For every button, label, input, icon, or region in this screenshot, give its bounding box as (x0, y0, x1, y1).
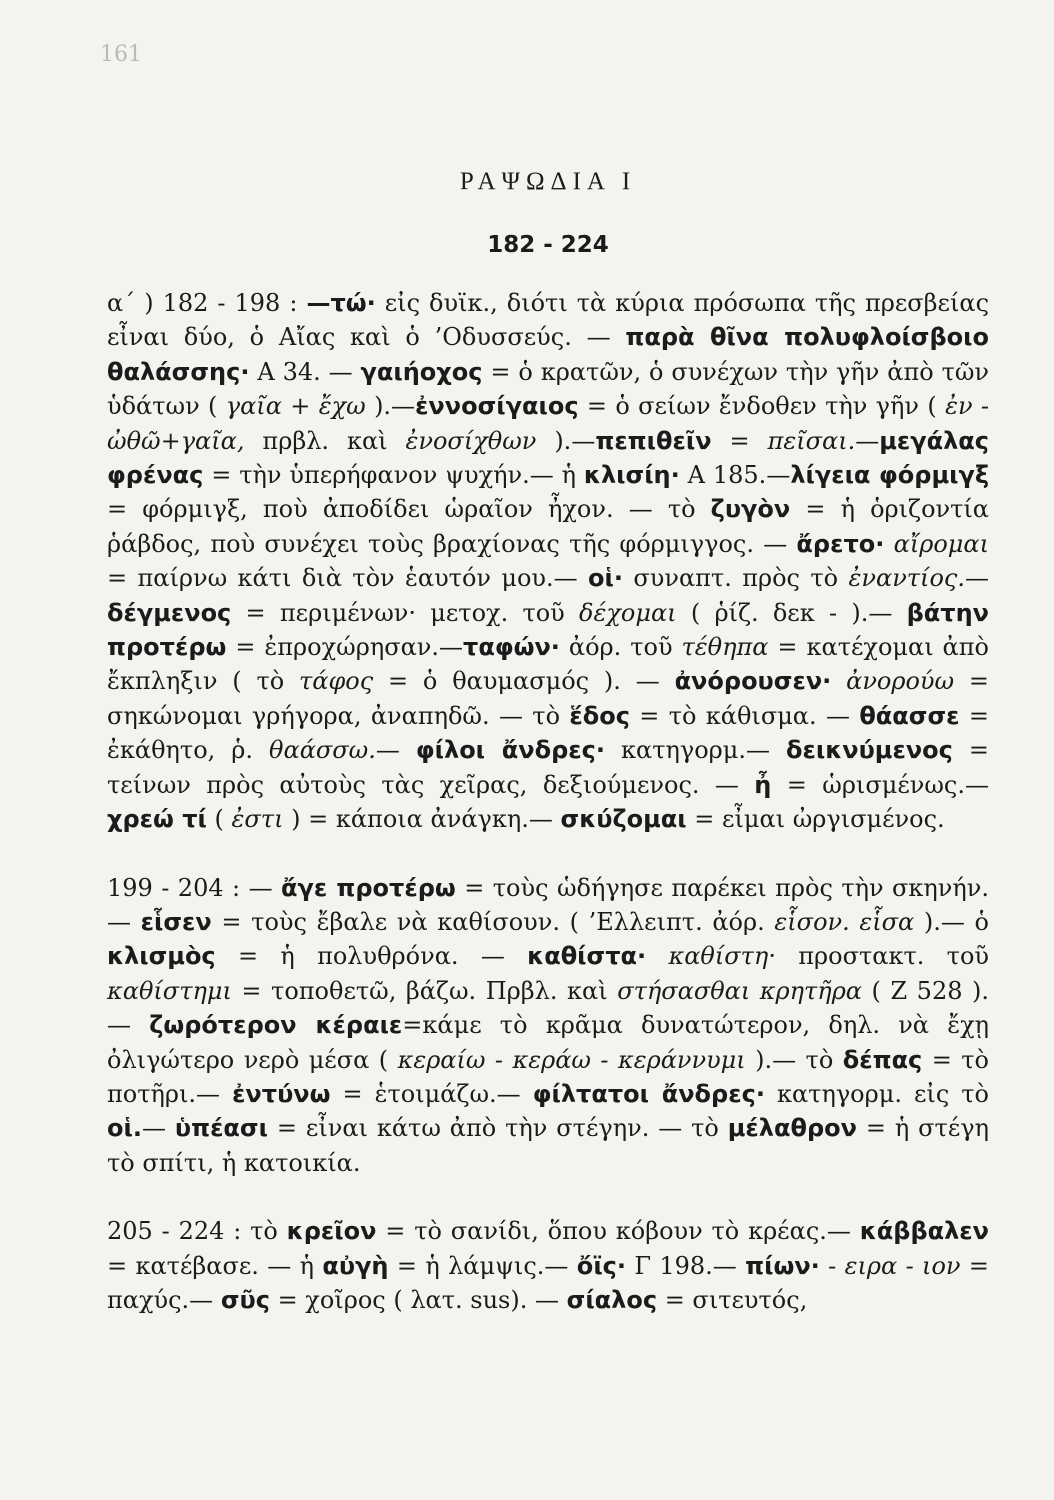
lemma-term: ἄρετο· (796, 529, 885, 558)
gloss-text: Α 34. — (249, 357, 361, 386)
italic-reference: ειρα - ιον (844, 1251, 961, 1280)
lemma-term: γαιήοχος (360, 357, 483, 386)
italic-reference: τέθηπα (681, 633, 769, 662)
gloss-text: — (965, 564, 989, 593)
lemma-term: αὐγὴ (322, 1251, 389, 1280)
gloss-text: ( (206, 805, 232, 834)
gloss-text: = τοὺς ἔβαλε νὰ καθίσουν. ( ’Ελλειπτ. ἀόρ. (211, 907, 775, 936)
gloss-text: = τὴν ὑπερήφανον ψυχήν.— ἡ (203, 461, 584, 490)
lemma-term: μέλαθρον (727, 1114, 857, 1143)
gloss-text: = εἶναι κάτω ἀπὸ τὴν στέγην. — τὸ (267, 1114, 728, 1143)
lemma-term: —τώ· (306, 289, 376, 317)
italic-reference: κεραίω - κεράω - κεράννυμι (397, 1045, 746, 1074)
gloss-text: =κάμε τὸ κρᾶμα δυνατώτερον, δηλ. νὰ ἔχῃ ὀλιγώτερο νερὸ μέσα ( (107, 1011, 989, 1074)
gloss-text: ( ῥίζ. δεκ - ).— (676, 598, 907, 627)
lemma-term: ἐννοσίγαιος (415, 392, 579, 421)
gloss-text: — (855, 426, 880, 455)
gloss-text: = ἡ λάμψις.— (388, 1251, 577, 1280)
italic-reference: ἐνοσίχθων (405, 426, 537, 455)
gloss-text: κατηγορμ. εἰς τὸ (764, 1079, 990, 1108)
italic-reference: αἴρομαι (893, 529, 989, 558)
gloss-text: = ὁ κρατῶν, ὁ συνέχων τὴν γῆν ἀπὸ τῶν ὑδάτων ( (107, 357, 990, 421)
lemma-term: ἄγε προτέρω (281, 873, 456, 902)
lemma-term: ταφών· (463, 633, 560, 662)
lemma-term: ἐντύνω (232, 1079, 331, 1108)
gloss-text (884, 530, 893, 558)
lemma-term: σῦς (220, 1285, 270, 1314)
verse-range-heading: 182 - 224 (487, 232, 609, 258)
gloss-text: = φόρμιγξ, ποὺ ἀποδίδει ὡραῖον ἦχον. — τὸ (107, 495, 711, 524)
gloss-text: = (711, 426, 768, 455)
gloss-text: ).— (365, 392, 416, 421)
lemma-term: χρεώ τί (107, 805, 207, 834)
gloss-text: = ὡρισμένως.— (771, 770, 989, 799)
lemma-term: ἦ (754, 770, 772, 799)
gloss-text: — (375, 736, 416, 765)
gloss-text: = κατέβασε. — ἡ (107, 1251, 323, 1280)
gloss-text: = τὸ ποτῆρι.— (107, 1045, 989, 1108)
gloss-text: - (819, 1251, 845, 1280)
gloss-text: = τείνων πρὸς αὐτοὺς τὰς χεῖρας, δεξιούμενος. — (107, 736, 990, 799)
gloss-text: = ἑτοιμάζω.— (330, 1079, 533, 1108)
lemma-term: ὄϊς· (576, 1251, 626, 1280)
lemma-term: δεικνύμενος (786, 736, 953, 765)
gloss-text: = παχύς.— (107, 1251, 989, 1314)
lemma-term: κλισμὸς (107, 942, 216, 971)
page-body (107, 168, 989, 1317)
gloss-text: Α 185.— (679, 461, 791, 490)
gloss-text: = κατέχομαι ἀπὸ ἔκπληξιν ( τὸ (107, 633, 989, 696)
lemma-term: δέπας (842, 1045, 923, 1074)
gloss-text: = τοποθετῶ, βάζω. Πρβλ. καὶ (231, 976, 618, 1005)
lemma-term: σκύζομαι (560, 805, 687, 834)
gloss-text: = ἡ στέγη τὸ σπίτι, ἡ κατοικία. (107, 1114, 989, 1177)
gloss-text: α΄ ) 182 - 198 : (107, 289, 307, 317)
lemma-term: παρὰ θῖνα πολυφλοίσβοιο θαλάσσης· (107, 323, 989, 386)
lemma-term: κρεῖον (286, 1217, 377, 1246)
lemma-term: φίλοι ἄνδρες· (415, 736, 605, 765)
italic-reference: καθίστη· (668, 942, 776, 971)
gloss-text: συναπτ. πρὸς τὸ (623, 564, 849, 593)
gloss-text: = τὸ κάθισμα. — (629, 701, 860, 730)
lemma-term: ζωρότερον κέραιε (149, 1011, 403, 1040)
gloss-text: = ἡ πολυθρόνα. — (215, 942, 528, 971)
lemma-term: φίλτατοι ἄνδρες· (532, 1079, 765, 1108)
gloss-text: εἰς δυϊκ., διότι τὰ κύρια πρόσωπα τῆς πρεσβείας εἶναι δύο, ὁ Αἴας καὶ ὁ ’Οδυσσεύς. — (107, 289, 990, 352)
gloss-text: = παίρνω κάτι διὰ τὸν ἑαυτόν μου.— (107, 564, 589, 593)
italic-reference: στήσασθαι κρητῆρα (617, 976, 863, 1005)
lemma-term: εἷσεν (140, 907, 212, 936)
gloss-text: ).— (536, 426, 596, 455)
lemma-term: πεπιθεῖν (595, 426, 712, 455)
lemma-term: καθίστα· (527, 942, 647, 971)
gloss-text: = ὁ θαυμασμός ). — (373, 667, 675, 696)
lemma-term: ἕδος (569, 701, 630, 730)
gloss-text: = περιμένων· μετοχ. τοῦ (231, 598, 580, 627)
page-number: 161 (100, 42, 142, 67)
gloss-text (831, 667, 846, 695)
italic-reference: ἐστι (231, 805, 284, 834)
gloss-text: — (141, 1114, 175, 1143)
italic-reference: γαῖα + ἔχω (225, 392, 366, 421)
commentary-paragraph-199-204 (107, 871, 989, 1181)
gloss-text: κατηγορμ.— (604, 736, 786, 765)
lemma-term: οἱ· (588, 564, 623, 593)
commentary-paragraph-205-224 (107, 1214, 989, 1317)
gloss-text: 199 - 204 : — (107, 873, 282, 902)
italic-reference: ἐναντίος. (848, 564, 965, 593)
italic-reference: πεῖσαι. (767, 426, 856, 455)
gloss-text: Γ 198.— (625, 1251, 746, 1280)
lemma-term: πίων· (745, 1251, 820, 1280)
lemma-term: κάββαλεν (859, 1217, 989, 1246)
lemma-term: ἀνόρουσεν· (674, 667, 832, 696)
italic-reference: ἀνορούω (846, 667, 955, 696)
lemma-term: θάασσε (859, 701, 960, 730)
lemma-term: οἱ. (107, 1114, 142, 1143)
lemma-term: δέγμενος (107, 598, 232, 627)
gloss-text: = ἐπροχώρησαν.— (226, 633, 464, 662)
rhapsody-title: ΡΑΨΩΔΙΑ Ι (459, 168, 637, 195)
gloss-text: = ὁ σείων ἔνδοθεν τὴν γῆν ( (578, 392, 946, 421)
gloss-text: ( Ζ 528 ).— (107, 976, 990, 1040)
gloss-text: = τοὺς ὡδήγησε παρέκει πρὸς τὴν σκηνήν.— (107, 873, 989, 936)
gloss-text: = ἐκάθητο, ῥ. (107, 701, 989, 765)
gloss-text: ) = κάποια ἀνάγκη.— (283, 805, 561, 834)
gloss-text: = σηκώνομαι γρήγορα, ἀναπηδῶ. — τὸ (107, 667, 990, 730)
italic-reference: θαάσσω. (269, 736, 376, 765)
gloss-text: ἀόρ. τοῦ (559, 633, 682, 662)
lemma-term: βάτην προτέρω (107, 598, 990, 662)
lemma-term: κλισίη· (583, 461, 680, 490)
commentary-paragraph-182-198 (107, 286, 989, 837)
gloss-text: προστακτ. τοῦ (775, 942, 989, 971)
gloss-text: πρβλ. καὶ (244, 426, 406, 455)
italic-reference: εἷσον. εἷσα (774, 907, 915, 936)
gloss-text: = εἶμαι ὠργισμένος. (686, 805, 945, 834)
italic-reference: καθίστημι (107, 976, 232, 1005)
lemma-term: μεγάλας φρένας (107, 426, 990, 490)
gloss-text: = σιτευτός, (657, 1285, 808, 1314)
gloss-text: ).— ὁ (914, 907, 989, 936)
lemma-term: λίγεια φόρμιγξ (790, 461, 990, 490)
lemma-term: σίαλος (566, 1285, 658, 1314)
italic-reference: ἐν - ὠθῶ+γαῖα, (107, 392, 989, 455)
gloss-text: = χοῖρος ( λατ. sus). — (269, 1285, 567, 1314)
gloss-text: 205 - 224 : τὸ (107, 1217, 287, 1246)
lemma-term: ὑπέασι (174, 1114, 268, 1143)
gloss-text: = τὸ σανίδι, ὅπου κόβουν τὸ κρέας.— (376, 1217, 860, 1246)
italic-reference: τάφος (299, 667, 374, 696)
gloss-text: ).— τὸ (745, 1045, 843, 1074)
italic-reference: δέχομαι (579, 598, 677, 627)
gloss-text (646, 942, 668, 970)
gloss-text: = ἡ ὁριζοντία ῥάβδος, ποὺ συνέχει τοὺς βραχίονας τῆς φόρμιγγος. — (107, 495, 990, 558)
lemma-term: ζυγὸν (710, 495, 791, 524)
